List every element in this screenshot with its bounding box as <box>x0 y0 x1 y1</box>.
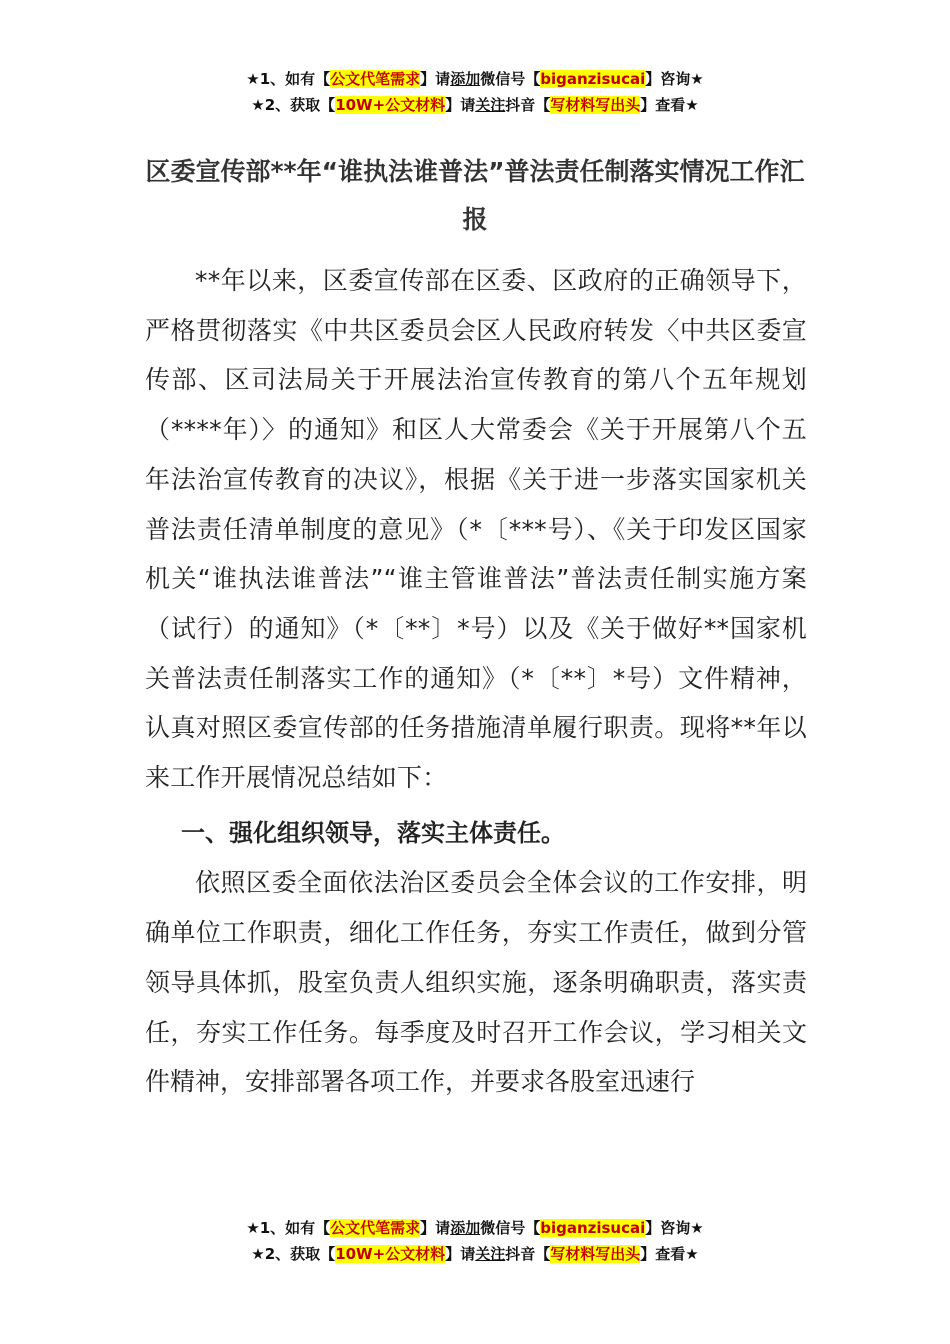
banner-text: ★1、如有【 <box>246 1219 331 1237</box>
banner-text: 】请 <box>445 96 476 114</box>
banner-text: 】请 <box>420 70 451 88</box>
banner-text: 抖音【 <box>505 96 551 114</box>
banner-highlight: 写材料写出头 <box>550 96 641 114</box>
banner-text: ★2、获取【 <box>251 96 336 114</box>
banner-line-1 <box>0 66 950 92</box>
banner-highlight: 10W+公文材料 <box>335 96 446 114</box>
banner-highlight: 公文代笔需求 <box>330 70 421 88</box>
header-banner <box>0 66 950 118</box>
document-body <box>145 256 807 1107</box>
document-title: 区委宣传部**年“谁执法谁普法”普法责任制落实情况工作汇报 <box>145 157 805 234</box>
banner-line-2 <box>0 1241 950 1267</box>
banner-underlined: 关注 <box>475 1245 506 1263</box>
banner-highlight: 公文代笔需求 <box>330 1219 421 1237</box>
banner-underlined: 关注 <box>475 96 506 114</box>
banner-text: ★2、获取【 <box>251 1245 336 1263</box>
banner-line-1 <box>0 1215 950 1241</box>
section-paragraph: 依照区委全面依法治区委员会全体会议的工作安排，明确单位工作职责，细化工作任务，夯实工作责任，做到分管领导具体抓，股室负责人组织实施，逐条明确职责，落实责任，夯实工作任务。每季度及时召开工作会议，学习相关文件精神，安排部署各项工作，并要求各股室迅速行 <box>145 868 807 1097</box>
banner-text: 】查看★ <box>640 1245 699 1263</box>
intro-paragraph: **年以来，区委宣传部在区委、区政府的正确领导下，严格贯彻落实《中共区委员会区人民政府转发〈中共区委宣传部、区司法局关于开展法治宣传教育的第八个五年规划（****年）〉的通知》和区人大常委会《关于开展第八个五年法治宣传教育的决议》，根据《关于进一步落实国家机关普法责任清单制度的意见》（*〔***号）、《关于印发区国家机关“谁执法谁普法”“谁主管谁普法”普法责任制实施方案（试行）的通知》（*〔**〕*号）以及《关于做好**国家机关普法责任制落实工作的通知》（*〔**〕*号）文件精神，认真对照区委宣传部的任务措施清单履行职责。现将**年以来工作开展情况总结如下： <box>145 266 807 793</box>
banner-underlined: 添加 <box>450 70 481 88</box>
banner-text: 】咨询★ <box>645 1219 704 1237</box>
banner-text: 】请 <box>420 1219 451 1237</box>
banner-highlight: 10W+公文材料 <box>335 1245 446 1263</box>
banner-text: 微信号【 <box>480 70 541 88</box>
banner-text: 】咨询★ <box>645 70 704 88</box>
banner-text: 】查看★ <box>640 96 699 114</box>
banner-highlight: 写材料写出头 <box>550 1245 641 1263</box>
banner-highlight: biganzisucai <box>540 70 646 88</box>
banner-text: ★1、如有【 <box>246 70 331 88</box>
banner-text: 微信号【 <box>480 1219 541 1237</box>
footer-banner <box>0 1215 950 1267</box>
banner-highlight: biganzisucai <box>540 1219 646 1237</box>
section-heading: 一、强化组织领导，落实主体责任。 <box>181 818 565 847</box>
banner-text: 抖音【 <box>505 1245 551 1263</box>
banner-underlined: 添加 <box>450 1219 481 1237</box>
banner-text: 】请 <box>445 1245 476 1263</box>
banner-line-2 <box>0 92 950 118</box>
